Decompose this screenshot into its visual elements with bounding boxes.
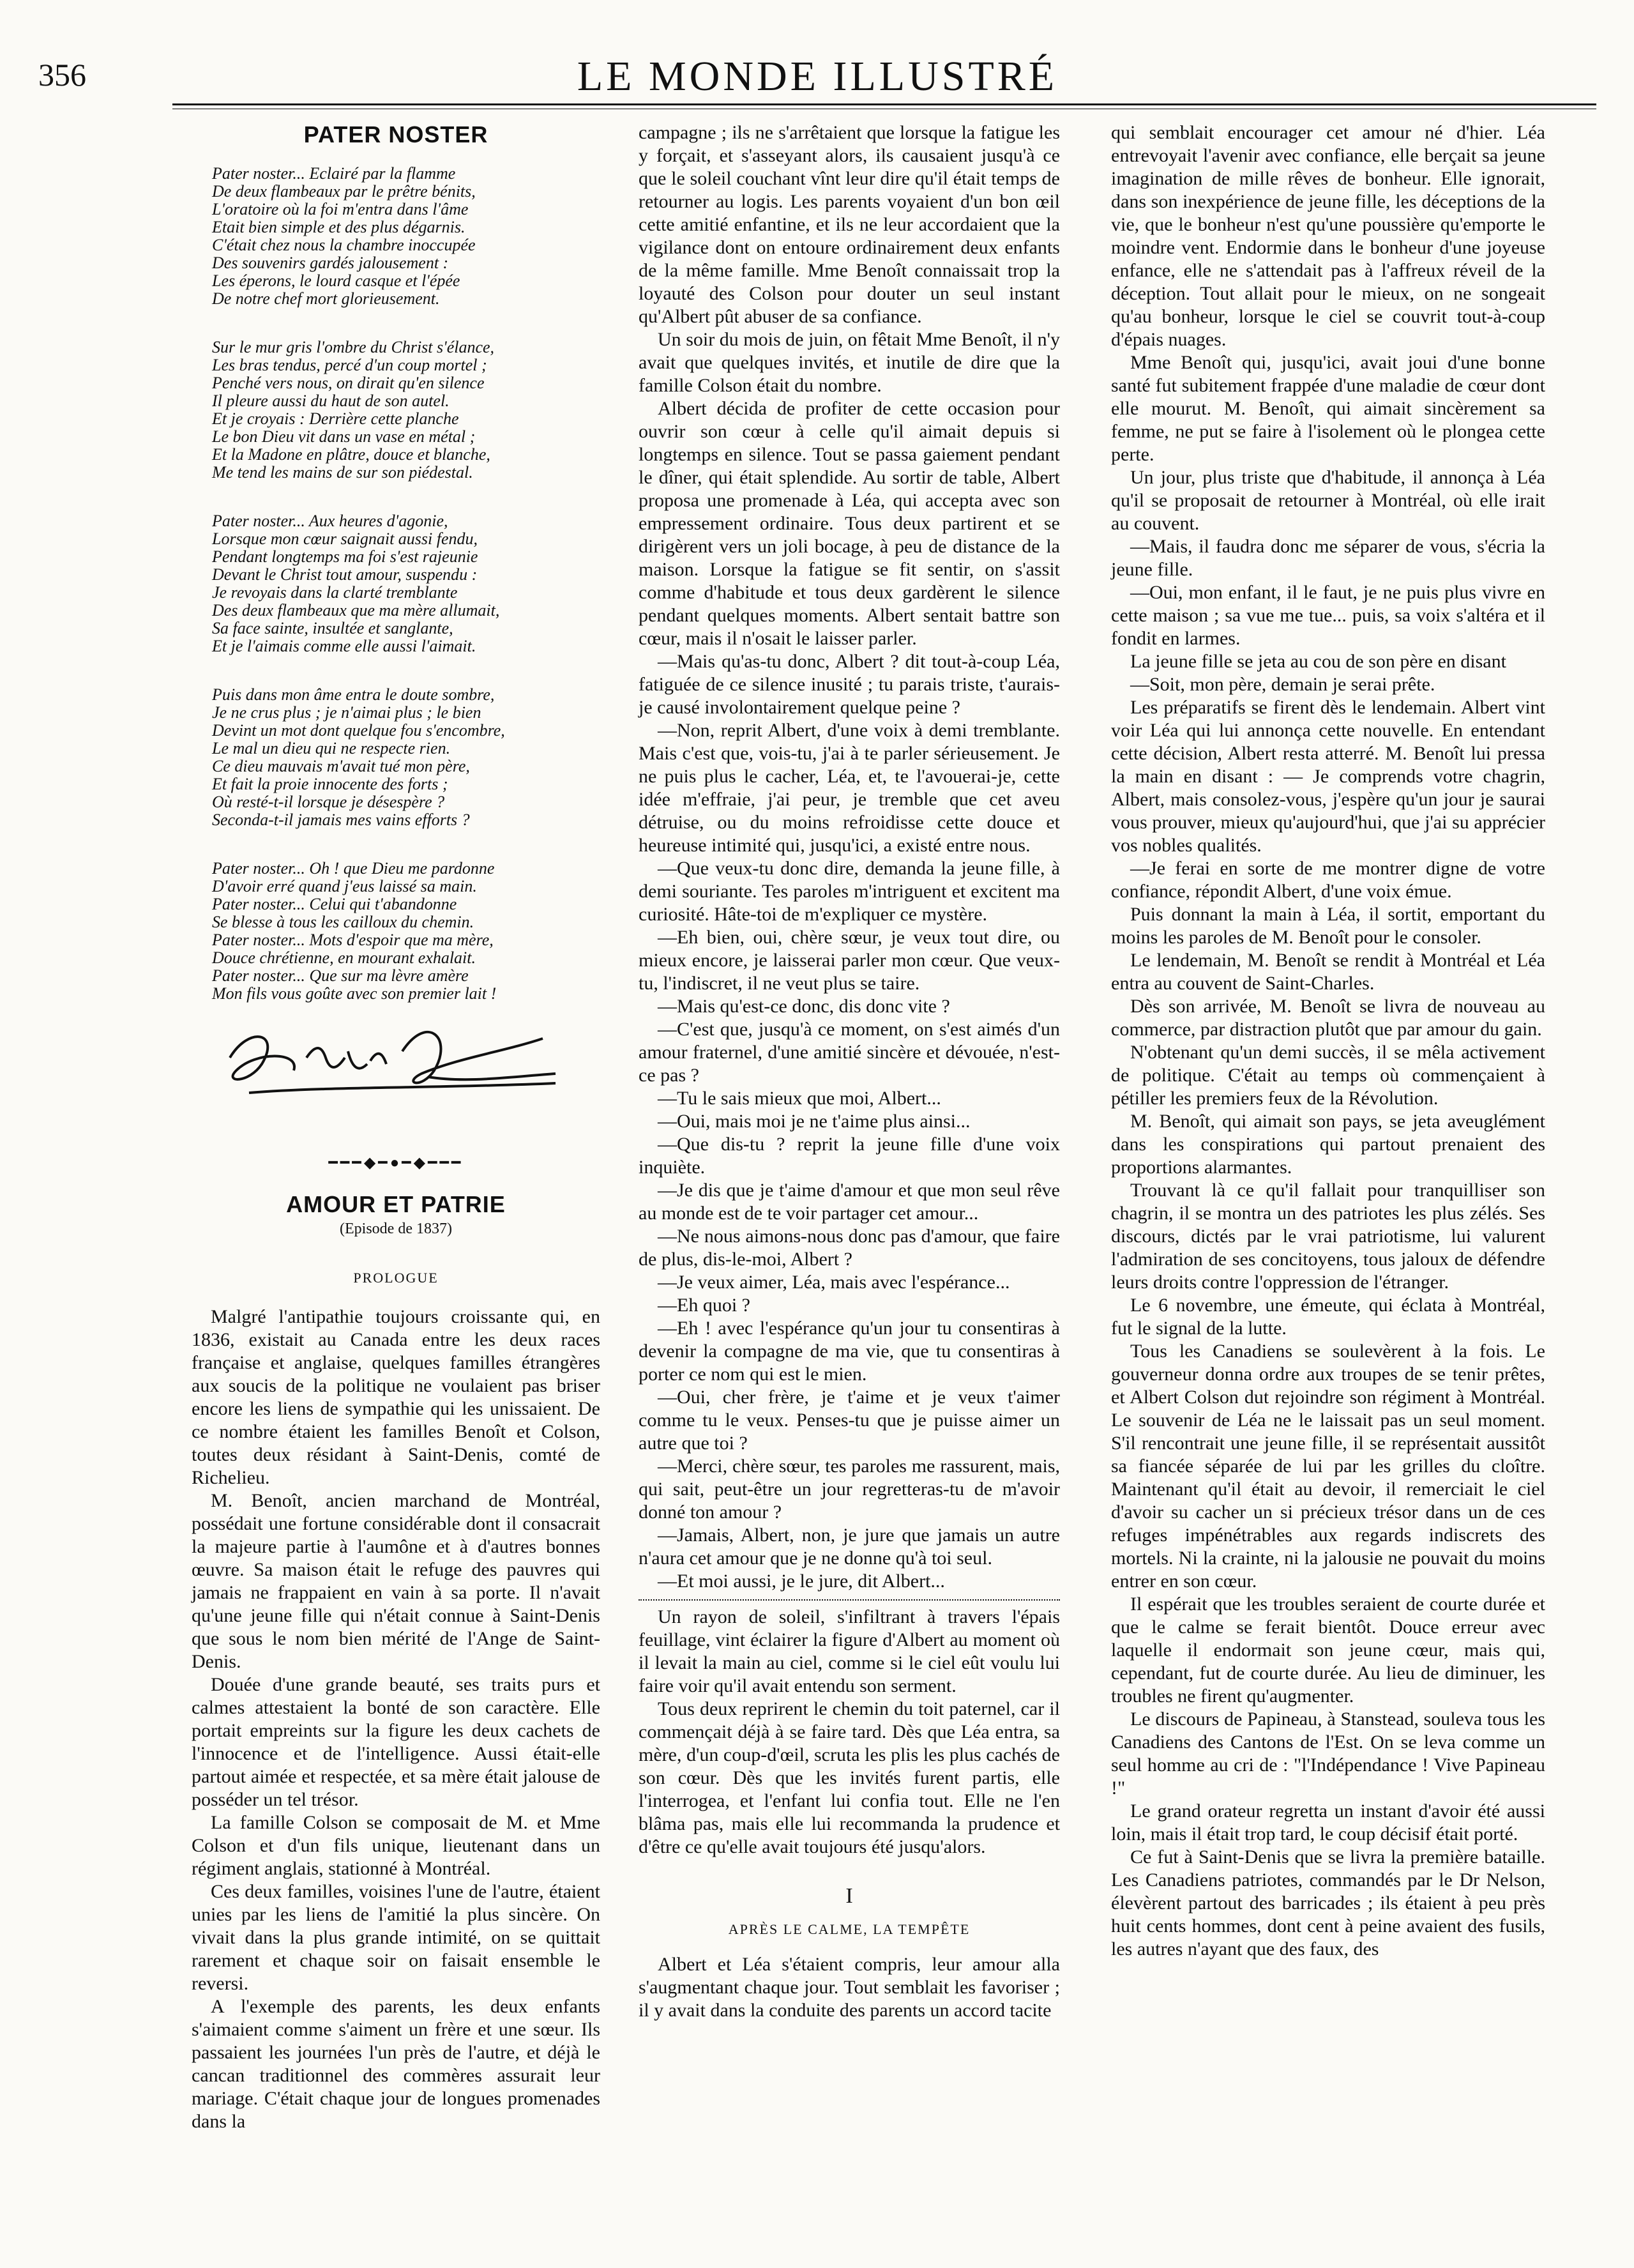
poem-line: Ce dieu mauvais m'avait tué mon père, [212,757,470,775]
poem-line: Lorsque mon cœur saignait aussi fendu, [212,529,478,548]
poem-line: Et je l'aimais comme elle aussi l'aimait. [212,637,476,655]
paragraph: Albert et Léa s'étaient compris, leur amour alla s'augmentant chaque jour. Tout semblait les favoriser ; il y avait dans la conduite des parents un accord tacite [639,1954,1060,2021]
paragraph: Tous deux reprirent le chemin du toit paternel, car il commençait déjà à se faire tard. Dès que Léa entra, sa mère, d'un coup-d'œil, scruta les plis les plus cachés de son cœur. Dès que les invités furent partis, elle l'interrogea, et l'enfant lui confia tout. Elle ne l'en blâma pas, mais elle lui recommanda la prudence et d'être ce qu'elle avait toujours été jusqu'alors. [639,1698,1060,1857]
paragraph: Dès son arrivée, M. Benoît se livra de nouveau au commerce, par distraction plutôt que par amour du gain. [1111,996,1545,1040]
poem-body [192,165,600,1003]
poem-line: Des souvenirs gardés jalousement : [212,254,449,272]
poem-line: C'était chez nous la chambre inoccupée [212,236,476,254]
masthead [38,38,1596,114]
poem-stanza [212,686,600,829]
paragraph: —Que dis-tu ? reprit la jeune fille d'une voix inquiète. [639,1134,1060,1178]
poem-line: Pater noster... Mots d'espoir que ma mère, [212,931,494,949]
paragraph: —Je ferai en sorte de me montrer digne de votre confiance, répondit Albert, d'une voix émue. [1111,858,1545,902]
poem-line: Il pleure aussi du haut de son autel. [212,392,450,410]
column-2 [639,121,1060,2022]
paragraph: —Mais, il faudra donc me séparer de vous, s'écria la jeune fille. [1111,536,1545,580]
paragraph: Un rayon de soleil, s'infiltrant à travers l'épais feuillage, vint éclairer la figure d'Albert au moment où il levait la main au ciel, comme si le ciel eût voulu lui faire voir qu'il avait entendu son serment. [639,1606,1060,1696]
paragraph: Le 6 novembre, une émeute, qui éclata à Montréal, fut le signal de la lutte. [1111,1295,1545,1339]
prologue-heading: PROLOGUE [353,1270,439,1286]
paragraph: qui semblait encourager cet amour né d'hier. Léa entrevoyait l'avenir avec confiance, elle berçait sa jeune imagination de mille rêves de bonheur. Elle ignorait, dans son inexpérience de jeune fille, les déceptions de la vie, que le bonheur n'est qu'une poussière qu'emporte le moindre vent. Endormie dans le bonheur d'une joyeuse enfance, elle ne s'attendait pas à l'affreux réveil de la déception. Tout allait pour le mieux, on ne songeait qu'au bonheur, lorsque le ciel se couvrit tout-à-coup d'épais nuages. [1111,122,1545,350]
poem-line: Puis dans mon âme entra le doute sombre, [212,685,495,704]
signature-flourish-icon [211,1013,568,1109]
poem-title: PATER NOSTER [303,121,488,148]
paragraph: La jeune fille se jeta au cou de son père en disant [1130,651,1506,672]
paragraph: —Ne nous aimons-nous donc pas d'amour, que faire de plus, dis-le-moi, Albert ? [639,1226,1060,1270]
paragraph: —Que veux-tu donc dire, demanda la jeune fille, à demi souriante. Tes paroles m'intriguent et excitent ma curiosité. Hâte-toi de m'expliquer ce mystère. [639,858,1060,925]
poem-stanza [212,512,600,655]
poem-line: Le bon Dieu vit dans un vase en métal ; [212,427,476,446]
paragraph: Le discours de Papineau, à Stanstead, souleva tous les Canadiens des Cantons de l'Est. On se leva comme un seul homme au cri de : "l'Indépendance ! Vive Papineau !" [1111,1709,1545,1799]
story-text [1111,121,1545,1961]
poem-line: Mon fils vous goûte avec son premier lait ! [212,984,497,1003]
poem-stanza [212,165,600,308]
poem-line: Où resté-t-il lorsque je désespère ? [212,793,445,811]
chapter-title: APRÈS LE CALME, LA TEMPÊTE [728,1921,971,1937]
poem-stanza [212,339,600,482]
paragraph: Douée d'une grande beauté, ses traits purs et calmes attestaient la bonté de son caractère. Elle portait empreints sur la figure les deux cachets de l'innocence et de l'intelligence. Aussi était-elle partout aimée et respectée, et sa mère était jalouse de posséder un tel trésor. [192,1674,600,1810]
paragraph: —Oui, mais moi je ne t'aime plus ainsi... [658,1111,971,1132]
paragraph: —Je dis que je t'aime d'amour et que mon seul rêve au monde est de te voir partager cet amour... [639,1180,1060,1224]
paragraph: —Eh quoi ? [658,1295,750,1316]
signature [192,1013,600,1115]
page-number: 356 [38,57,86,93]
paragraph: —Eh ! avec l'espérance qu'un jour tu consentiras à devenir la compagne de ma vie, que tu consentiras à porter ce nom qui est le mien. [639,1318,1060,1385]
poem-line: D'avoir erré quand j'eus laissé sa main. [212,877,477,895]
poem-line: Et fait la proie innocente des forts ; [212,775,448,793]
column-1 [192,121,600,2133]
poem-line: Je ne crus plus ; je n'aimai plus ; le bien [212,703,481,722]
poem-line: Le mal un dieu qui ne respecte rien. [212,739,451,757]
paragraph: La famille Colson se composait de M. et Mme Colson et d'un fils unique, lieutenant dans un régiment anglais, stationné à Montréal. [192,1812,600,1879]
paragraph: Le lendemain, M. Benoît se rendit à Montréal et Léa entra au couvent de Saint-Charles. [1111,950,1545,994]
story-text [192,1305,600,2133]
paragraph: —Soit, mon père, demain je serai prête. [1130,674,1435,695]
poem-line: Les bras tendus, percé d'un coup mortel ; [212,356,487,374]
paragraph: —C'est que, jusqu'à ce moment, on s'est aimés d'un amour fraternel, d'une amitié sincère et dévouée, n'est-ce pas ? [639,1019,1060,1086]
paragraph: Ces deux familles, voisines l'une de l'autre, étaient unies par les liens de l'amitié la plus sincère. On vivait dans la plus grande intimité, on se quittait rarement et chaque soir on faisait ensemble le reversi. [192,1881,600,1994]
poem-line: De notre chef mort glorieusement. [212,289,440,308]
newspaper-title: LE MONDE ILLUSTRÉ [577,53,1058,100]
story-text [639,1953,1060,2022]
paragraph: Il espérait que les troubles seraient de courte durée et que le calme se ferait bientôt. Douce erreur avec laquelle il endormait son jeune cœur, mais qui, cependant, fut de courte durée. Au lieu de diminuer, les troubles ne firent qu'augmenter. [1111,1594,1545,1707]
paragraph: Tous les Canadiens se soulevèrent à la fois. Le gouverneur donna ordre aux troupes de se tenir prêtes, et Albert Colson dut rejoindre son régiment à Montréal. Le souvenir de Léa ne le laissait pas un seul moment. S'il rencontrait une jeune fille, il se représentait aussitôt sa fiancée séparée de lui par les grilles du cloître. Maintenant qu'il était au devoir, il remerciait le ciel d'avoir su cacher un si précieux trésor dans un de ces refuges impénétrables aux regards indiscrets des mortels. Ni la crainte, ni la jalousie ne pouvait du moins entrer en son cœur. [1111,1341,1545,1592]
poem-line: Douce chrétienne, en mourant exhalait. [212,948,476,967]
chapter-number: I [845,1884,853,1908]
ornament-divider: ━━━◆━●━◆━━━ [328,1155,464,1171]
poem-line: Sa face sainte, insultée et sanglante, [212,619,453,637]
poem-line: Pater noster... Aux heures d'agonie, [212,512,448,530]
paragraph: Malgré l'antipathie toujours croissante qui, en 1836, existait au Canada entre les deux races française et anglaise, quelques familles étrangères aux soucis de la politique ne voulaient pas briser encore les liens de sympathie qui les unissaient. De ce nombre étaient les familles Benoît et Colson, toutes deux résidant à Saint-Denis, comté de Richelieu. [192,1306,600,1488]
poem-line: Se blesse à tous les cailloux du chemin. [212,913,474,931]
section-divider [639,1599,1060,1602]
paragraph: —Eh bien, oui, chère sœur, je veux tout dire, ou mieux encore, je laisserai parler mon cœur. Que veux-tu, l'indiscret, il ne veut plus se taire. [639,927,1060,994]
poem-line: Et je croyais : Derrière cette planche [212,409,459,428]
paragraph: A l'exemple des parents, les deux enfants s'aimaient comme s'aiment un frère et une sœur. Ils passaient les journées l'un près de l'autre, et déjà le cancan traditionnel des commères assurait leur mariage. C'était chaque jour de longues promenades dans la [192,1996,600,2132]
column-3 [1111,121,1545,1961]
poem-line: Devant le Christ tout amour, suspendu : [212,565,478,584]
paragraph: campagne ; ils ne s'arrêtaient que lorsque la fatigue les y forçait, et s'asseyant alors, ils causaient jusqu'à ce que le soleil couchant vînt leur dire qu'il était temps de retourner au logis. Les parents voyaient d'un bon œil cette amitié enfantine, et ils ne leur accordaient que la vigilance dont on entoure ordinairement deux enfants de la même famille. Mme Benoît connaissait trop la loyauté des Colson pour douter un seul instant qu'Albert pût abuser de sa confiance. [639,122,1060,327]
paragraph: Les préparatifs se firent dès le lendemain. Albert vint voir Léa qui lui annonça cette nouvelle. En entendant cette décision, Albert resta atterré. M. Benoît lui pressa la main en disant : — Je comprends votre chagrin, Albert, mais consolez-vous, j'espère qu'un jour je saurai vous prouver, mieux qu'aujourd'hui, que j'ai su apprécier vos nobles qualités. [1111,697,1545,856]
paragraph: Mme Benoît qui, jusqu'ici, avait joui d'une bonne santé fut subitement frappée d'une maladie de cœur dont elle mourut. M. Benoît, qui aimait sincèrement sa femme, ne put se faire à l'isolement où le plongea cette perte. [1111,352,1545,465]
paragraph: —Et moi aussi, je le jure, dit Albert... [658,1571,945,1592]
paragraph: —Oui, mon enfant, il le faut, je ne puis plus vivre en cette maison ; sa vue me tue... puis, sa voix s'altéra et il fondit en larmes. [1111,582,1545,649]
poem-line: Pater noster... Celui qui t'abandonne [212,895,457,913]
poem-line: Me tend les mains de sur son piédestal. [212,463,473,482]
poem-line: Pater noster... Oh ! que Dieu me pardonne [212,859,495,878]
paragraph: Albert décida de profiter de cette occasion pour ouvrir son cœur à celle qu'il aimait depuis si longtemps en silence. Tout se passa gaiement pendant le dîner, qui était splendide. Au sortir de table, Albert proposa une promenade à Léa, qui accepta avec son empressement ordinaire. Tous deux partirent et se dirigèrent vers un joli bocage, à peu de distance de la maison. Lorsque la fatigue se fit sentir, on s'assit comme d'habitude et tous deux gardèrent le silence pendant quelques moments. Albert sentait battre son cœur, mais il n'osait le laisser parler. [639,398,1060,649]
paragraph: Puis donnant la main à Léa, il sortit, emportant du moins les paroles de M. Benoît pour le consoler. [1111,904,1545,948]
paragraph: —Oui, cher frère, je t'aime et je veux t'aimer comme tu le veux. Penses-tu que je puisse aimer un autre que toi ? [639,1387,1060,1454]
poem-stanza [212,860,600,1003]
paragraph: Un soir du mois de juin, on fêtait Mme Benoît, il n'y avait que quelques invités, et inutile de dire que la famille Colson était du nombre. [639,329,1060,396]
paragraph: Ce fut à Saint-Denis que se livra la première bataille. Les Canadiens patriotes, commandés par le Dr Nelson, élevèrent partout des barricades ; ils étaient à peu près huit cents hommes, dont cent à peine avaient des fusils, les autres n'ayant que des faux, des [1111,1846,1545,1960]
poem-line: Je revoyais dans la clarté tremblante [212,583,458,602]
paragraph: N'obtenant qu'un demi succès, il se mêla activement de politique. C'était au temps où commençaient à pétiller les premiers feux de la Révolution. [1111,1042,1545,1109]
poem-line: Pater noster... Que sur ma lèvre amère [212,966,469,985]
poem-line: Penché vers nous, on dirait qu'en silence [212,374,485,392]
masthead-rule [172,103,1596,105]
poem-line: Devint un mot dont quelque fou s'encombre, [212,721,505,740]
poem-line: Seconda-t-il jamais mes vains efforts ? [212,811,470,829]
paragraph: —Mais qu'as-tu donc, Albert ? dit tout-à-coup Léa, fatiguée de ce silence inusité ; tu parais triste, t'aurais-je causé involontairement quelque peine ? [639,651,1060,718]
story-title: AMOUR ET PATRIE [286,1191,506,1217]
poem-line: L'oratoire où la foi m'entra dans l'âme [212,200,469,218]
paragraph: —Merci, chère sœur, tes paroles me rassurent, mais, qui sait, peut-être un jour regretteras-tu de m'avoir donné ton amour ? [639,1456,1060,1523]
paragraph: Trouvant là ce qu'il fallait pour tranquilliser son chagrin, il se montra un des patriotes les plus zélés. Ses discours, dictés par le vrai patriotisme, lui valurent l'admiration de ses concitoyens, tous jaloux de défendre leurs droits contre l'oppression de l'étranger. [1111,1180,1545,1293]
paragraph: —Je veux aimer, Léa, mais avec l'espérance... [658,1272,1010,1293]
poem-line: Pater noster... Eclairé par la flamme [212,164,456,183]
poem-line: Etait bien simple et des plus dégarnis. [212,218,465,236]
paragraph: —Non, reprit Albert, d'une voix à demi tremblante. Mais c'est que, vois-tu, j'ai à te parler sérieusement. Je ne puis plus le cacher, Léa, et, te l'avouerai-je, cette idée m'effraie, j'ai peur, je tremble que cet aveu détruise, ou du moins refroidisse cette douce et heureuse intimité qui, jusqu'ici, a existé entre nous. [639,720,1060,856]
poem-line: Pendant longtemps ma foi s'est rajeunie [212,547,478,566]
poem-line: Et la Madone en plâtre, douce et blanche, [212,445,490,464]
story-text [639,121,1060,1593]
paragraph: Le grand orateur regretta un instant d'avoir été aussi loin, mais il était trop tard, le coup décisif était porté. [1111,1800,1545,1845]
story-text [639,1606,1060,1859]
paragraph: Un jour, plus triste que d'habitude, il annonça à Léa qu'il se proposait de retourner à Montréal, où elle irait au couvent. [1111,467,1545,534]
poem-line: Sur le mur gris l'ombre du Christ s'élance, [212,338,495,356]
paragraph: —Jamais, Albert, non, je jure que jamais un autre n'aura cet amour que je ne donne qu'à toi seul. [639,1525,1060,1569]
paragraph: M. Benoît, ancien marchand de Montréal, possédait une fortune considérable dont il consacrait la majeure partie à l'aumône et à d'autres bonnes œuvre. Sa maison était le refuge des pauvres qui jamais ne frappaient en vain à sa porte. Il n'avait qu'une jeune fille qui n'était connue à Saint-Denis que sous le nom bien mérité de l'Ange de Saint-Denis. [192,1490,600,1672]
paragraph: —Tu le sais mieux que moi, Albert... [658,1088,941,1109]
paragraph: —Mais qu'est-ce donc, dis donc vite ? [658,996,950,1017]
story-subtitle: (Episode de 1837) [340,1221,452,1237]
poem-line: Des deux flambeaux que ma mère allumait, [212,601,500,620]
paragraph: M. Benoît, qui aimait son pays, se jeta aveuglément dans les conspirations qui partout prenaient des proportions alarmantes. [1111,1111,1545,1178]
poem-line: De deux flambeaux par le prêtre bénits, [212,182,476,201]
poem-line: Les éperons, le lourd casque et l'épée [212,271,460,290]
